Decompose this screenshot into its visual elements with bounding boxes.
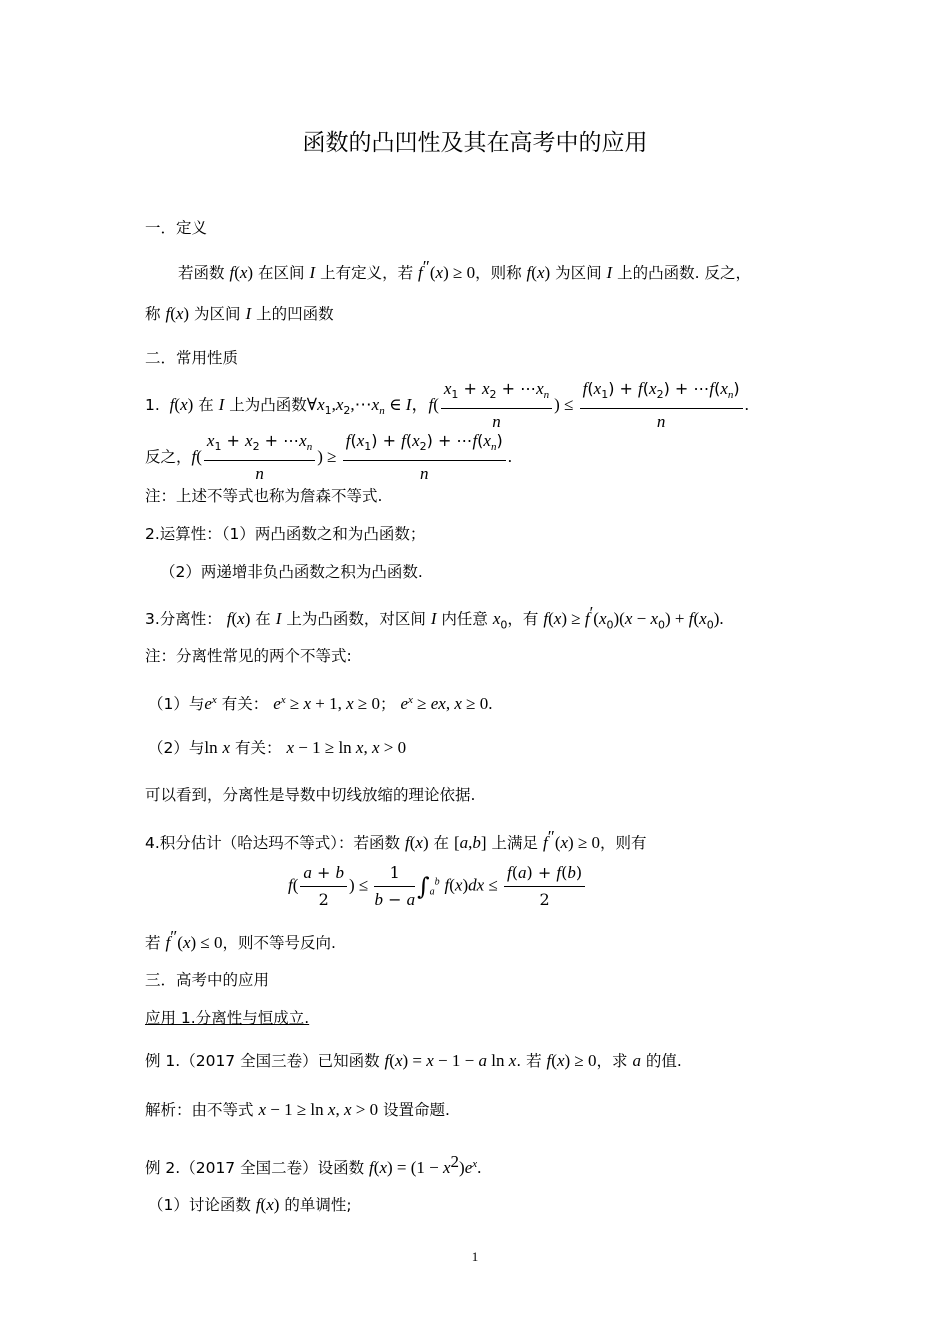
separation-inequality-ln: （2）与ln x 有关： x − 1 ≥ ln x, x > 0 [148, 738, 407, 757]
hadamard-reverse: 若 f″(x) ≤ 0，则不等号反向. [145, 927, 336, 953]
hadamard-formula: f( $\frac{a + b}{2}$ ) ≤ $\frac{1}{b - a}$ $\int_a^b$ f(x)dx ≤ $\frac{f(a) + f(b)}{2}$ [288, 862, 587, 911]
definition-paragraph-line1: 若函数 f(x) 在区间 I 上有定义，若 f″(x) ≥ 0，则称 f(x) 为区间 I 上的凸函数. 反之， [178, 257, 752, 283]
property-jensen-reverse: 反之，f( $\frac{x_1 + x_2 + \cdots x_n}{n}$ ) ≥ $\frac{f(x_1) + f(x_2) + \cdots f(x_n)}{n}$ . [145, 431, 512, 484]
separation-conclusion: 可以看到，分离性是导数中切线放缩的理论依据. [145, 786, 476, 804]
note-jensen: 注：上述不等式也称为詹森不等式. [145, 487, 383, 505]
page-number: 1 [471, 1249, 479, 1264]
document-title: 函数的凸凹性及其在高考中的应用 [302, 130, 648, 156]
property-jensen: 1. f(x) 在 I 上为凸函数$\forall x_1,x_2,\cdots x_n$ ∈ I，f( $\frac{x_1 + x_2 + \cdots x_n}{n}$ ) ≤ $\frac{f(x_1) + f(x_2) + \cdots f(x_n)}{n}$ . [145, 379, 749, 432]
example-1-solution: 解析：由不等式 x − 1 ≥ ln x, x > 0 设置命题. [145, 1100, 450, 1119]
separation-inequality-exp: （1）与$e^x$ 有关： $e^x \ge x + 1$, x ≥ 0； $e^x$ ≥ ex, x ≥ 0. [148, 694, 493, 714]
section-heading-applications: 三．高考中的应用 [145, 971, 270, 989]
property-operations-2: （2）两递增非负凸函数之积为凸函数. [160, 563, 423, 581]
property-hadamard: 4.积分估计（哈达玛不等式）：若函数 f(x) 在 [a,b] 上满足 f″(x) ≥ 0，则有 [145, 827, 647, 853]
example-1: 例 1.（2017 全国三卷）已知函数 f(x) = x − 1 − a ln x. 若 f(x) ≥ 0，求 a 的值. [145, 1051, 682, 1070]
note-separation: 注：分离性常见的两个不等式: [145, 647, 352, 665]
example-2-question-1: （1）讨论函数 f(x) 的单调性; [148, 1195, 352, 1214]
section-heading-properties: 二．常用性质 [145, 349, 239, 367]
property-separation: 3.分离性： f(x) 在 I 上为凸函数，对区间 I 内任意 $x_0$，有 $f(x) \ge f'(x_0)(x - x_0) + f(x_0)$. [145, 603, 724, 632]
section-heading-definition: 一．定义 [145, 219, 208, 237]
application-1-heading: 应用 1.分离性与恒成立. [145, 1009, 310, 1027]
definition-paragraph-line2: 称 f(x) 为区间 I 上的凹函数 [145, 304, 334, 323]
property-operations-1: 2.运算性：（1）两凸函数之和为凸函数； [145, 525, 426, 543]
example-2: 例 2.（2017 全国二卷）设函数 $f(x) = (1 - x^2)e^x$. [145, 1152, 482, 1178]
